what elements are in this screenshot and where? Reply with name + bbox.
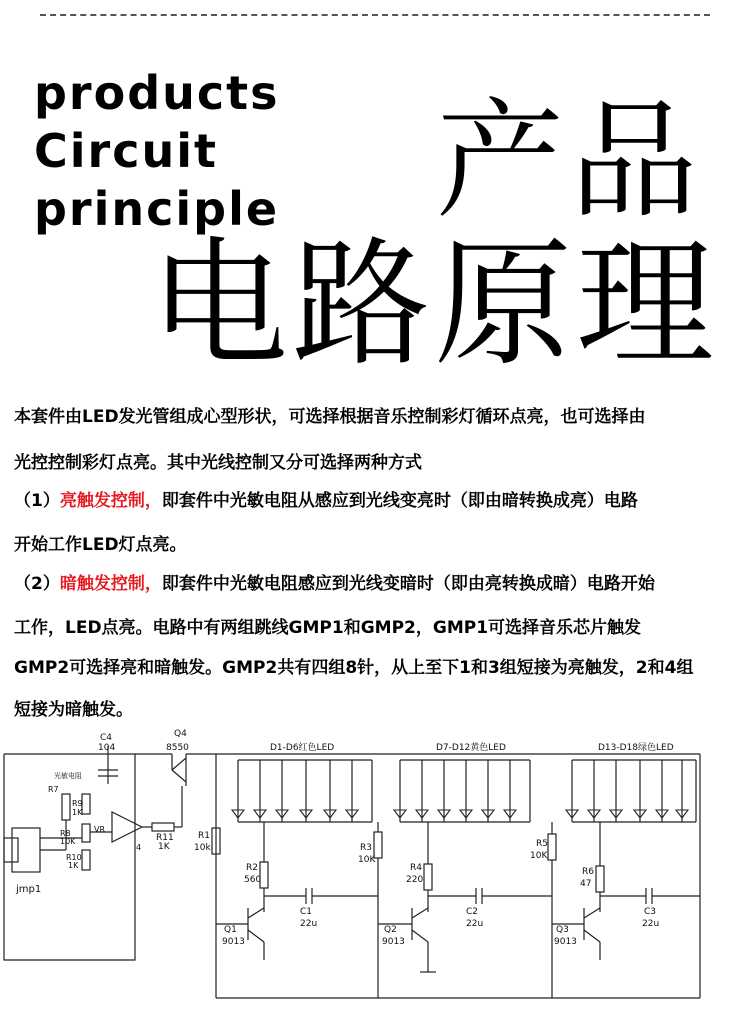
label-c4: C4 [100, 733, 113, 743]
label-r3: R3 [360, 843, 372, 853]
label-r8-value: 10K [60, 837, 76, 846]
paragraph-line: 光控控制彩灯点亮。其中光线控制又分可选择两种方式 [14, 453, 422, 473]
item-number: （2） [14, 574, 60, 594]
label-q3: Q3 [556, 925, 569, 935]
label-r5-value: 10K [530, 851, 548, 861]
paragraph-line: 短接为暗触发。 [14, 700, 133, 720]
label-c1: C1 [300, 907, 313, 917]
label-r10-value: 1K [68, 861, 79, 870]
label-r7: R7 [48, 785, 59, 794]
label-r4-value: 220 [406, 875, 424, 885]
label-c2-value: 22u [466, 919, 484, 929]
label-q2-value: 9013 [382, 937, 405, 947]
dashed-divider [40, 14, 710, 16]
title-line-principle: principle [34, 182, 280, 236]
item-number: （1） [14, 491, 60, 511]
label-r2-value: 560 [244, 875, 262, 885]
paragraph-line-bright-trigger [14, 490, 740, 512]
label-vr: VR [94, 825, 106, 834]
dark-trigger-highlight: 暗触发控制， [59, 574, 162, 594]
label-pin4: 4 [136, 843, 142, 852]
paragraph-text: 即套件中光敏电阻从感应到光线变亮时（即由暗转换成亮）电路 [161, 491, 638, 511]
title-line-products: products [34, 66, 280, 120]
paragraph-line-dark-trigger [14, 573, 740, 595]
label-r7-value: 光敏电阻 [54, 772, 82, 780]
label-r6: R6 [582, 867, 594, 877]
paragraph-line: 本套件由LED发光管组成心型形状，可选择根据音乐控制彩灯循环点亮，也可选择由 [14, 407, 646, 427]
label-r1-value: 10k [194, 843, 211, 853]
label-c1-value: 22u [300, 919, 318, 929]
label-led-group-red: D1-D6红色LED [270, 743, 335, 753]
label-r6-value: 47 [580, 879, 592, 889]
label-r11-value: 1K [158, 842, 170, 852]
label-q4: Q4 [174, 729, 187, 739]
paragraph-text: 即套件中光敏电阻感应到光线变暗时（即由亮转换成暗）电路开始 [161, 574, 655, 594]
label-c3: C3 [644, 907, 657, 917]
label-r2: R2 [246, 863, 258, 873]
label-r1: R1 [198, 831, 210, 841]
bright-trigger-highlight: 亮触发控制， [59, 491, 162, 511]
label-c2: C2 [466, 907, 479, 917]
label-r10: R10 [66, 853, 82, 862]
label-jmp1: jmp1 [16, 884, 42, 895]
label-q2: Q2 [384, 925, 397, 935]
label-r9-value: 1K [72, 808, 83, 817]
label-led-group-yellow: D7-D12黄色LED [436, 743, 506, 753]
label-r11: R11 [156, 833, 174, 843]
chinese-title-circuit-principle: 电路原理 [150, 224, 719, 385]
label-r3-value: 10K [358, 855, 376, 865]
label-q4-value: 8550 [166, 743, 189, 753]
title-line-circuit: Circuit [34, 124, 218, 178]
label-q1: Q1 [224, 925, 237, 935]
paragraph-line: 工作，LED点亮。电路中有两组跳线GMP1和GMP2，GMP1可选择音乐芯片触发 [14, 618, 642, 638]
circuit-schematic [0, 728, 750, 1026]
label-led-group-green: D13-D18绿色LED [598, 743, 674, 753]
chinese-title-product: 产品 [436, 87, 705, 236]
english-title [34, 64, 280, 238]
paragraph-line: 开始工作LED灯点亮。 [14, 535, 187, 555]
label-r4: R4 [410, 863, 422, 873]
label-q1-value: 9013 [222, 937, 245, 947]
label-c3-value: 22u [642, 919, 660, 929]
label-r5: R5 [536, 839, 548, 849]
label-c4-value: 104 [98, 743, 116, 753]
paragraph-line: GMP2可选择亮和暗触发。GMP2共有四组8针，从上至下1和3组短接为亮触发，2和4组 [14, 658, 694, 678]
label-q3-value: 9013 [554, 937, 577, 947]
label-r8: R8 [60, 829, 71, 838]
label-r9: R9 [72, 799, 83, 808]
